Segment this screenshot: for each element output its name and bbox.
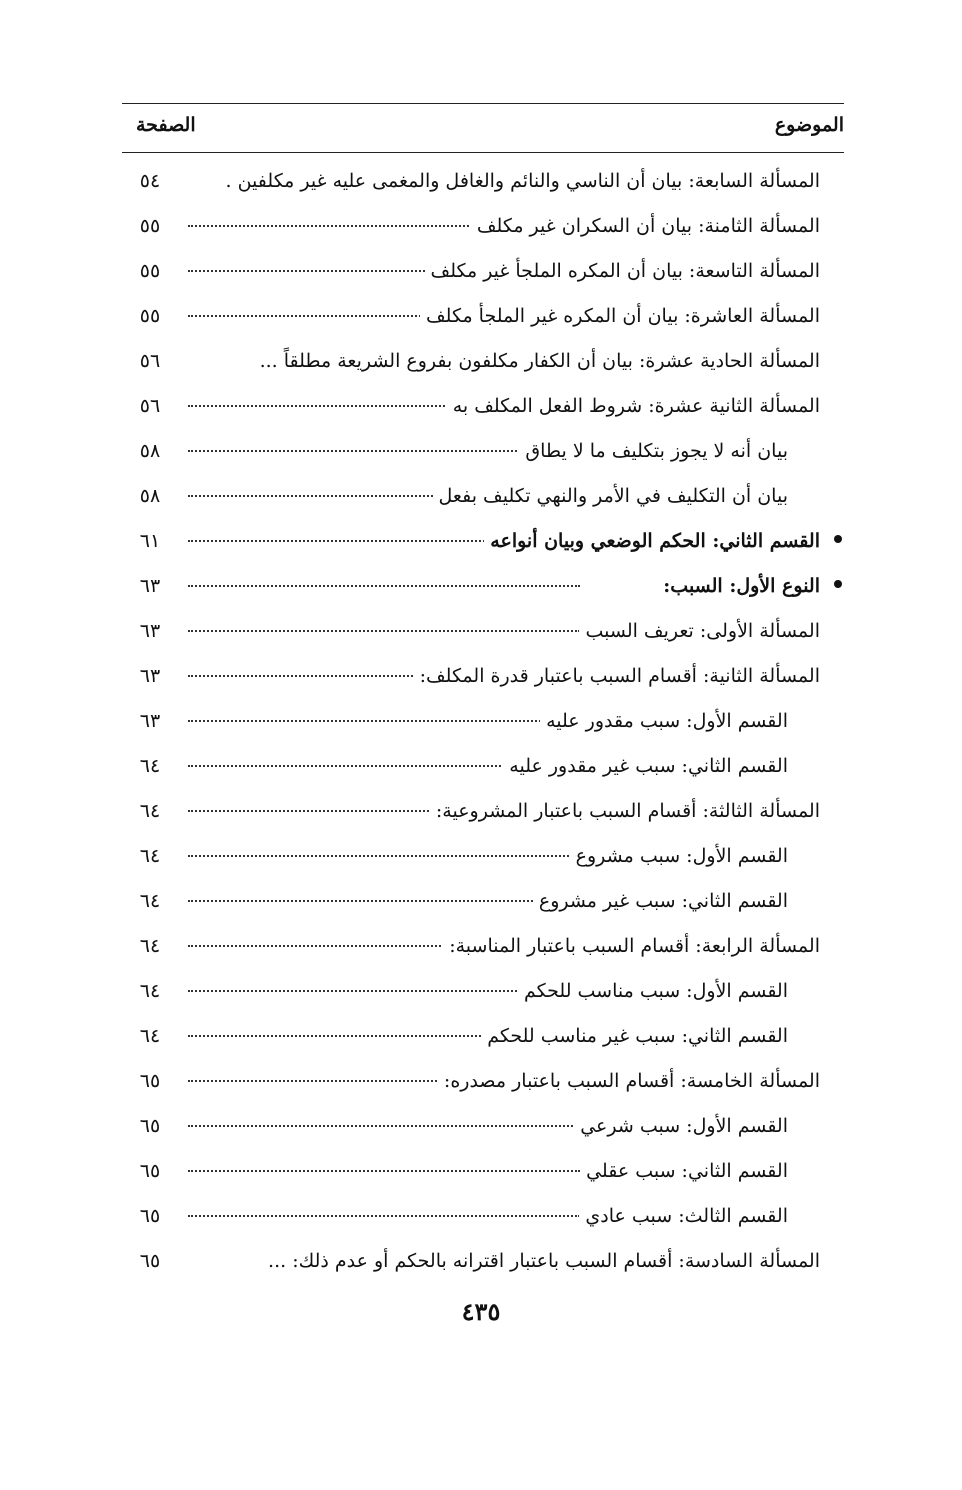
toc-entry[interactable]: [130, 1060, 820, 1105]
toc-page-number: ٥٥: [139, 260, 161, 282]
toc-entry-title: القسم الثاني: سبب غير مشروع: [533, 888, 788, 914]
toc-entry-title: المسألة الحادية عشرة: بيان أن الكفار مكلفون بفروع الشريعة مطلقاً ...: [254, 348, 820, 374]
toc-page-number: ٦٥: [139, 1115, 161, 1137]
toc-page-number: ٦٣: [139, 620, 161, 642]
toc-page-number: ٥٨: [139, 485, 161, 507]
toc-page-number: ٥٨: [139, 440, 161, 462]
toc-entry[interactable]: [130, 385, 820, 430]
dot-leader: [188, 630, 580, 632]
toc-entry-title: المسألة الأولى: تعريف السبب: [579, 618, 820, 644]
toc-entry[interactable]: [130, 1150, 820, 1195]
toc-entry[interactable]: [130, 970, 820, 1015]
toc-entry-title: القسم الأول: سبب مقدور عليه: [540, 708, 788, 734]
toc-page-number: ٦٤: [139, 980, 161, 1002]
toc-page-number: ٦٤: [139, 845, 161, 867]
toc-page-number: ٦٣: [139, 665, 161, 687]
dot-leader: [188, 1170, 580, 1172]
toc-entry[interactable]: [130, 835, 820, 880]
toc-page-number: ٥٥: [139, 305, 161, 327]
toc-entry[interactable]: [130, 295, 820, 340]
toc-entry-title: المسألة الثانية عشرة: شروط الفعل المكلف به: [447, 393, 820, 419]
toc-page-number: ٥٥: [139, 215, 161, 237]
dot-leader: [188, 585, 580, 587]
toc-page-number: ٦١: [139, 530, 161, 552]
toc-page-number: ٦٣: [139, 575, 161, 597]
table-of-contents: [130, 160, 820, 1285]
toc-entry-title: المسألة الثانية: أقسام السبب باعتبار قدرة المكلف:: [414, 663, 820, 689]
toc-page-number: ٦٥: [139, 1250, 161, 1272]
dot-leader: [188, 900, 580, 902]
toc-entry[interactable]: [130, 610, 820, 655]
toc-page-number: ٦٥: [139, 1160, 161, 1182]
dot-leader: [188, 1215, 580, 1217]
toc-page-number: ٦٤: [139, 935, 161, 957]
toc-entry[interactable]: [130, 790, 820, 835]
toc-entry[interactable]: [130, 1240, 820, 1285]
toc-entry-title: المسألة الثامنة: بيان أن السكران غير مكلف: [471, 213, 820, 239]
topic-column-header: الموضوع: [774, 114, 844, 136]
toc-page-number: ٦٤: [139, 755, 161, 777]
bullet-icon: [834, 535, 842, 543]
toc-entry[interactable]: [130, 475, 820, 520]
toc-entry[interactable]: [130, 925, 820, 970]
toc-entry-title: المسألة الثالثة: أقسام السبب باعتبار المشروعية:: [430, 798, 820, 824]
dot-leader: [188, 855, 580, 857]
toc-entry[interactable]: [130, 250, 820, 295]
toc-entry-title: القسم الثالث: سبب عادي: [579, 1203, 788, 1229]
toc-entry-title: المسألة السابعة: بيان أن الناسي والنائم والغافل والمغمى عليه غير مكلفين .: [220, 168, 820, 194]
toc-entry[interactable]: [130, 700, 820, 745]
toc-page-number: ٦٥: [139, 1070, 161, 1092]
toc-entry-title: المسألة التاسعة: بيان أن المكره الملجأ غير مكلف: [425, 258, 820, 284]
toc-entry[interactable]: [130, 745, 820, 790]
toc-entry-title: المسألة الخامسة: أقسام السبب باعتبار مصدره:: [438, 1068, 820, 1094]
toc-entry[interactable]: [130, 1195, 820, 1240]
toc-entry[interactable]: [130, 430, 820, 475]
toc-page-number: ٦٤: [139, 800, 161, 822]
toc-page-number: ٦٥: [139, 1205, 161, 1227]
toc-entry[interactable]: [130, 1015, 820, 1060]
bullet-icon: [834, 580, 842, 588]
toc-entry-title: القسم الأول: سبب شرعي: [574, 1113, 788, 1139]
toc-page-number: ٥٦: [139, 350, 161, 372]
toc-section-heading[interactable]: [130, 520, 820, 565]
toc-entry-title: القسم الأول: سبب مشروع: [570, 843, 788, 869]
toc-entry[interactable]: [130, 160, 820, 205]
page-number: ٤٣٥: [461, 1297, 501, 1326]
toc-entry-title: القسم الثاني: سبب غير مناسب للحكم: [481, 1023, 788, 1049]
toc-entry-title: المسألة السادسة: أقسام السبب باعتبار اقترانه بالحكم أو عدم ذلك: ...: [262, 1248, 820, 1274]
toc-entry[interactable]: [130, 340, 820, 385]
toc-entry[interactable]: [130, 880, 820, 925]
toc-entry[interactable]: [130, 655, 820, 700]
toc-page-number: ٥٤: [139, 170, 161, 192]
toc-entry-title: القسم الثاني: سبب عقلي: [580, 1158, 788, 1184]
toc-page-number: ٥٦: [139, 395, 161, 417]
header-rule: [122, 152, 844, 153]
toc-entry-title: المسألة الرابعة: أقسام السبب باعتبار المناسبة:: [443, 933, 820, 959]
toc-page-number: ٦٣: [139, 710, 161, 732]
toc-entry[interactable]: [130, 1105, 820, 1150]
toc-page-number: ٦٤: [139, 890, 161, 912]
toc-entry-title: القسم الثاني: سبب غير مقدور عليه: [503, 753, 788, 779]
toc-entry-title: المسألة العاشرة: بيان أن المكره غير الملجأ مكلف: [420, 303, 820, 329]
top-rule: [122, 103, 844, 104]
toc-entry-title: النوع الأول: السبب:: [657, 573, 820, 599]
page-column-header: الصفحة: [136, 114, 196, 136]
toc-entry-title: القسم الأول: سبب مناسب للحكم: [518, 978, 788, 1004]
dot-leader: [188, 1125, 580, 1127]
dot-leader: [188, 720, 580, 722]
toc-entry-title: بيان أن التكليف في الأمر والنهي تكليف بفعل: [433, 483, 788, 509]
toc-entry-title: بيان أنه لا يجوز بتكليف ما لا يطاق: [519, 438, 788, 464]
toc-entry-title: القسم الثاني: الحكم الوضعي وبيان أنواعه: [484, 528, 820, 554]
toc-section-heading[interactable]: [130, 565, 820, 610]
toc-page-number: ٦٤: [139, 1025, 161, 1047]
toc-entry[interactable]: [130, 205, 820, 250]
